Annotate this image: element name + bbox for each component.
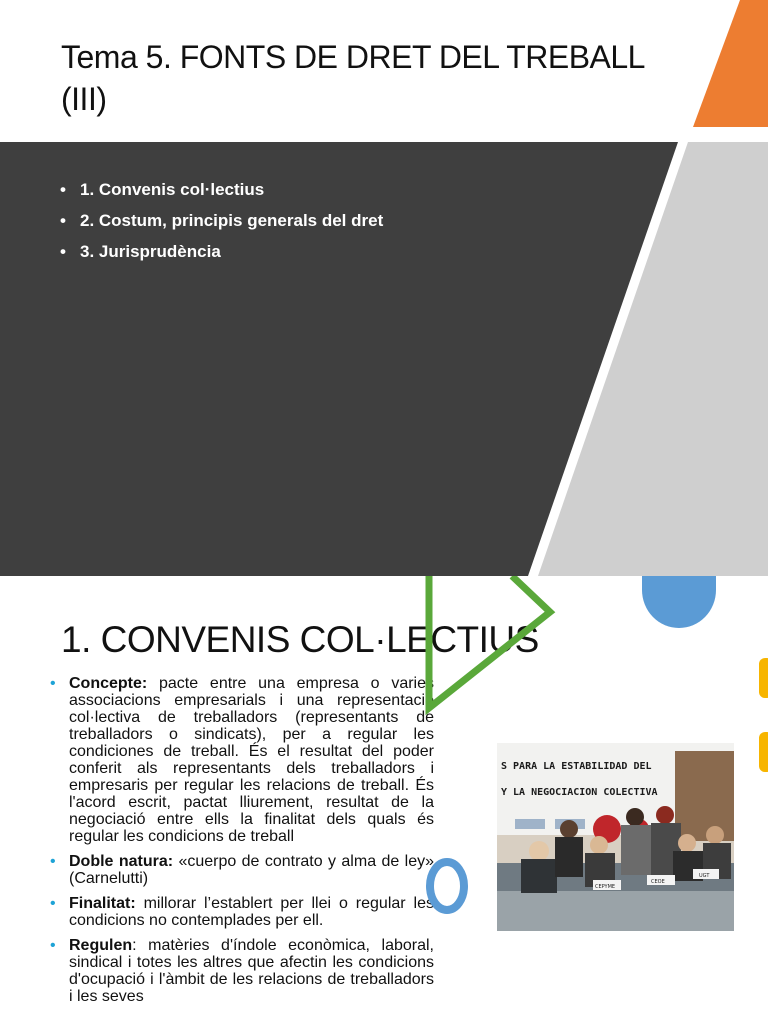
section-title: 1. CONVENIS COL·LECTIUS (61, 619, 539, 660)
svg-text:Y LA NEGOCIACION COLECTIVA: Y LA NEGOCIACION COLECTIVA (501, 787, 658, 798)
agenda-item: • 1. Convenis col·lectius (60, 174, 383, 205)
yellow-bar (759, 732, 768, 772)
svg-text:UGT: UGT (699, 873, 710, 879)
agenda-item: • 2. Costum, principis generals del dret (60, 205, 383, 236)
yellow-bar (759, 658, 768, 698)
negotiation-signing-photo (497, 743, 734, 931)
bullet-icon: • (50, 937, 56, 954)
content-item: • Finalitat: millorar l’establert per llei o regular les condicions no contemplades per ell. (50, 895, 434, 929)
content-item: • Regulen: matèries d'índole econòmica, laboral, sindical i totes les altres que afectin les condicions d'ocupació i l'àmbit de les relacions de treballadors i les seves (50, 937, 434, 1005)
bullet-icon: • (50, 675, 56, 692)
content-item: • Doble natura: «cuerpo de contrato y alma de ley» (Carnelutti) (50, 853, 434, 887)
bullet-icon: • (60, 242, 66, 261)
content-slide (0, 576, 768, 1024)
bullet-icon: • (60, 211, 66, 230)
bullet-icon: • (50, 895, 56, 912)
svg-text:CEPYME: CEPYME (595, 884, 616, 890)
orange-accent (693, 0, 768, 127)
agenda-list (60, 174, 383, 267)
slide-title: Tema 5. FONTS DE DRET DEL TREBALL (III) (61, 39, 644, 117)
bullet-icon: • (50, 853, 56, 870)
svg-text:CEOE: CEOE (651, 879, 665, 885)
blue-semicircle (642, 576, 716, 628)
blue-ring (430, 862, 464, 910)
content-item: • Concepte: pacte entre una empresa o varies associacions empresarials i una representació col·lectiva de treballadors (representants de treballadors o sindicats), per a regular les condiciones de treball. És el resultat del poder conferit als representants dels treballadors i empresaris per regular les relacions de treball. És l'acord escrit, pactat lliurement, resultat de la negociació entre ells la finalitat dels quals és regular les condicions de treball (50, 675, 434, 845)
svg-text:S PARA LA ESTABILIDAD DEL: S PARA LA ESTABILIDAD DEL (501, 761, 652, 772)
bullet-icon: • (60, 180, 66, 199)
green-play-chevron (429, 576, 550, 708)
agenda-item: • 3. Jurisprudència (60, 236, 383, 267)
